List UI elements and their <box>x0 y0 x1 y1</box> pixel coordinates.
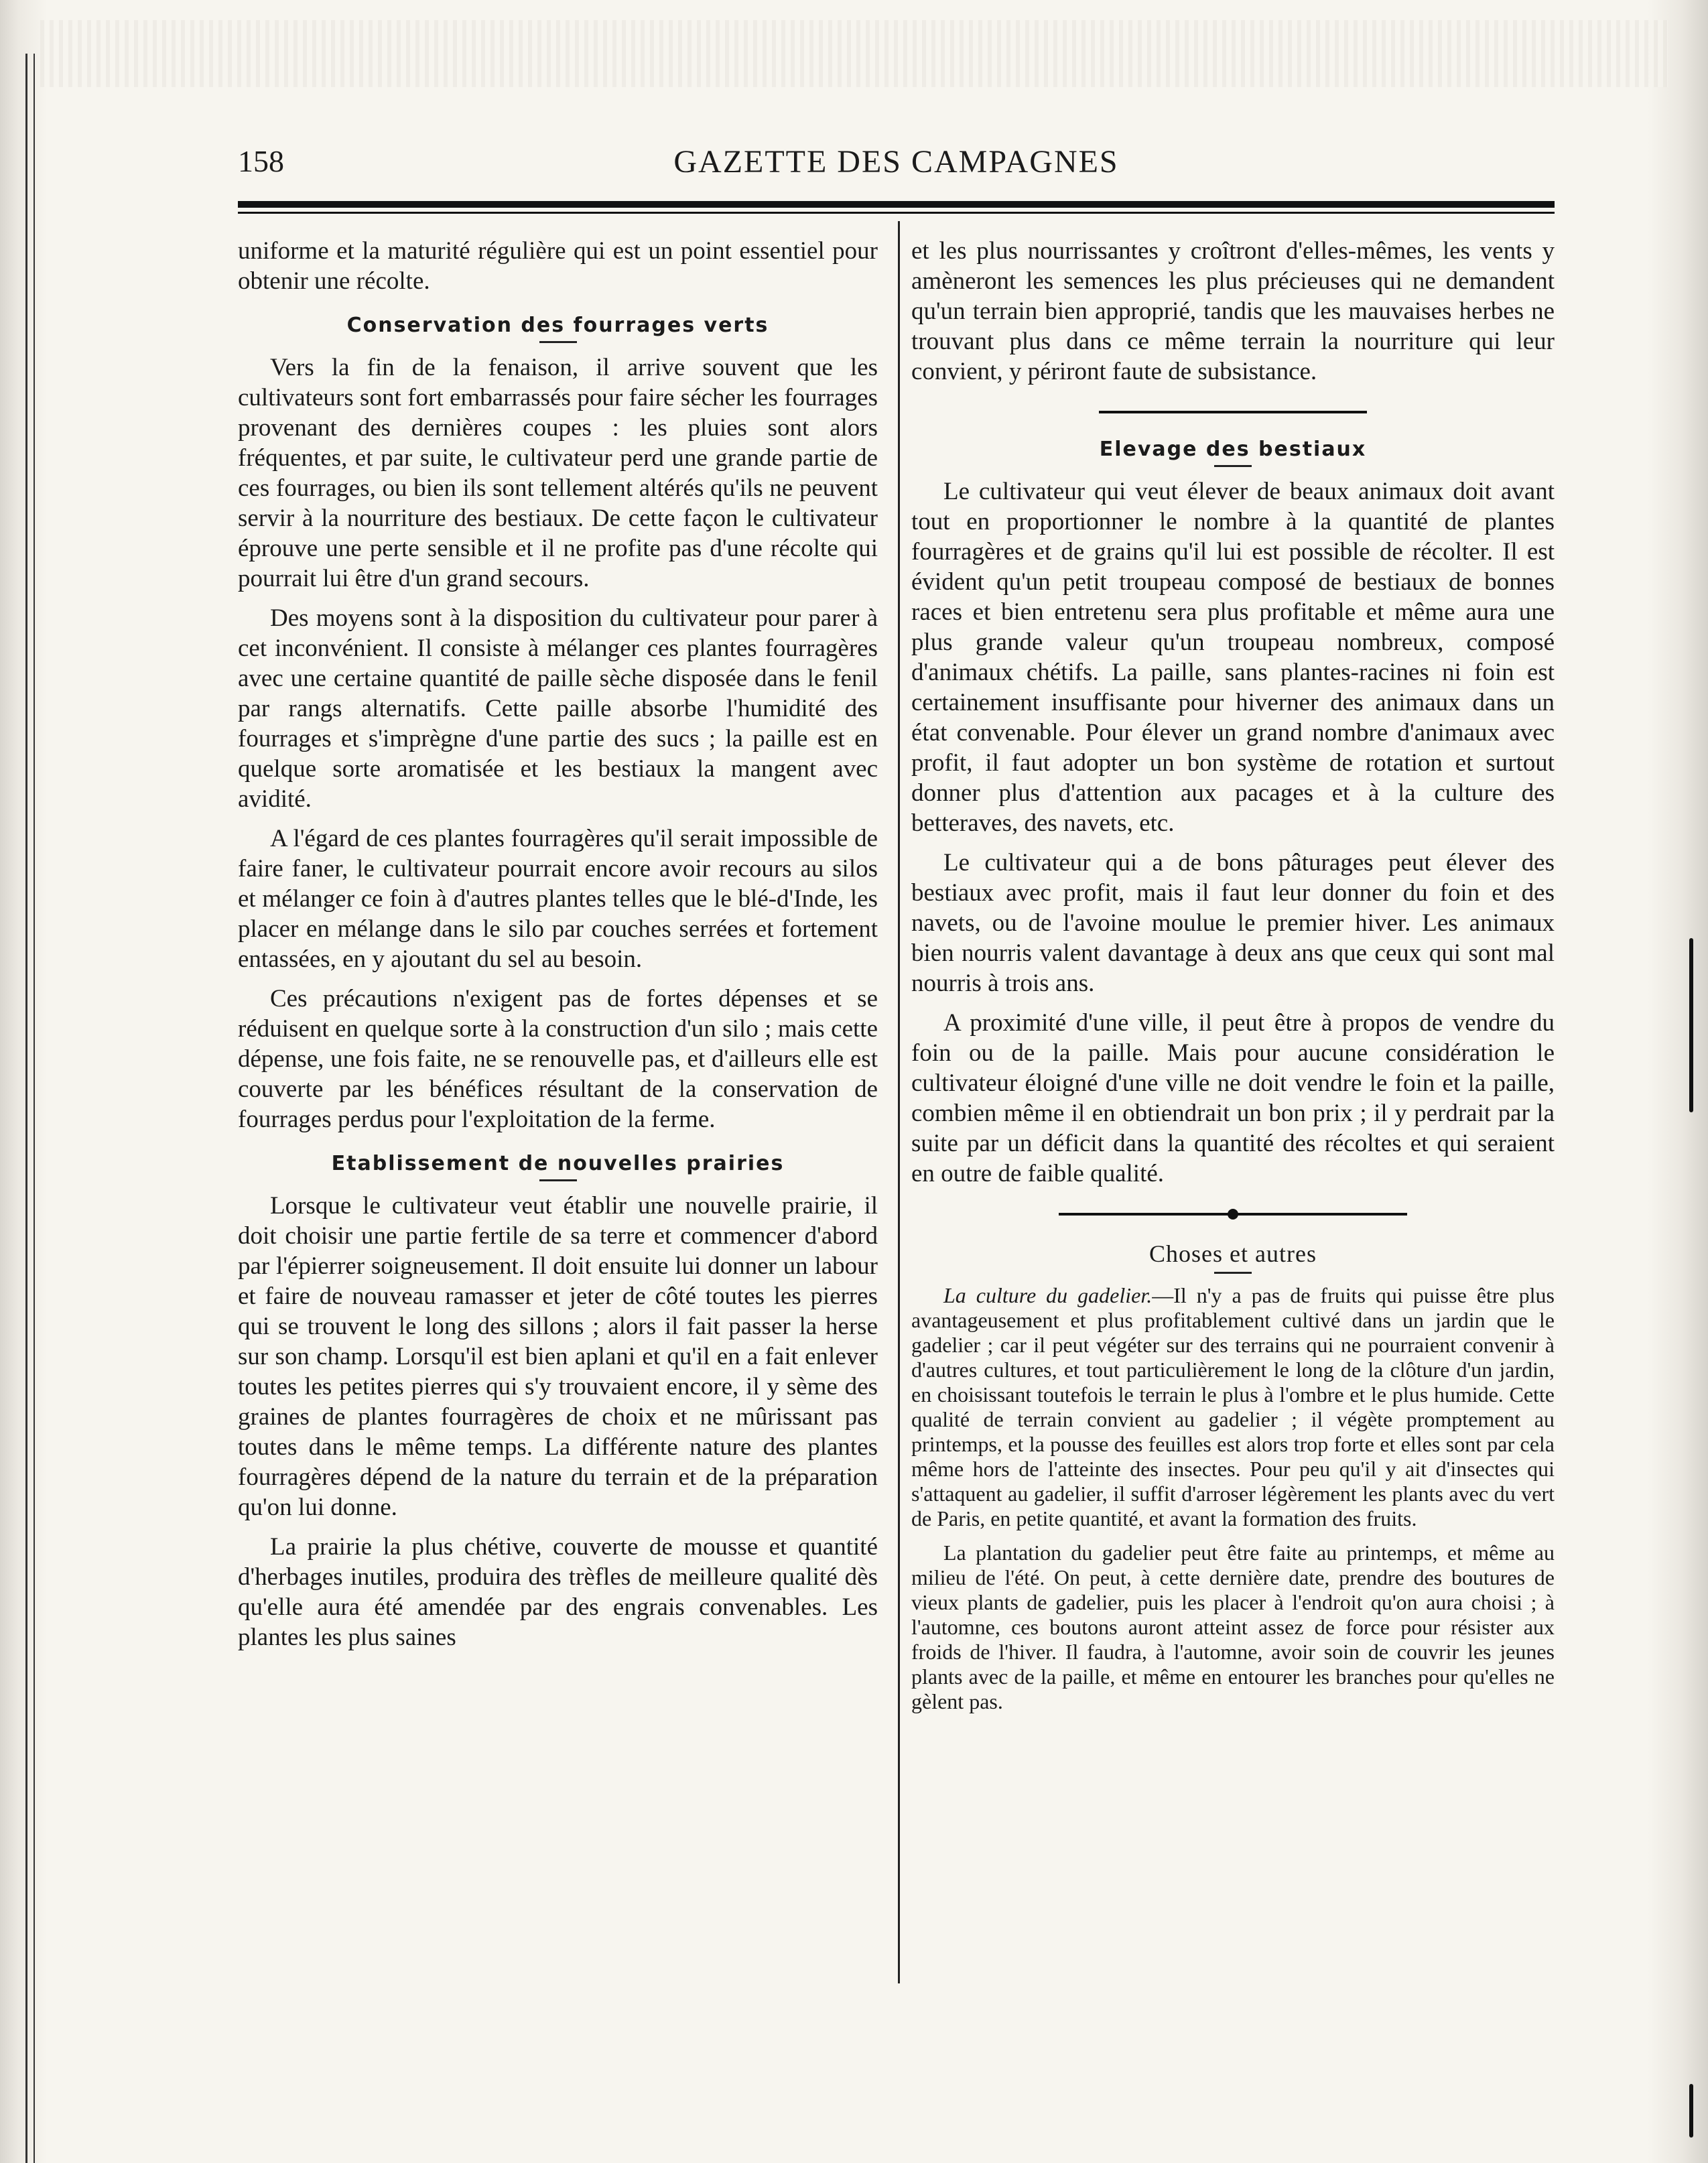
header-rule <box>238 201 1555 208</box>
page-number: 158 <box>238 144 284 178</box>
scan-noise <box>40 20 1668 87</box>
edge-mark <box>1689 938 1693 1112</box>
right-column <box>911 236 1555 1714</box>
column-divider <box>898 221 900 1983</box>
continuation-text: uniforme et la maturité régulière qui est un point essentiel pour obtenir une récolte. <box>238 237 878 295</box>
running-title: GAZETTE DES CAMPAGNES <box>673 144 1119 180</box>
left-column <box>238 236 878 1652</box>
paragraph: Vers la fin de la fenaison, il arrive souvent que les cultivateurs sont fort embarrassés pour faire sécher les fourrages provenant des dernières coupes : les pluies sont alors fréquentes, et par suite, le cultivateur perd une grande partie de ces fourrages, ou bien ils sont tellement altérés qu'ils ne peuvent servir à la nourriture des bestiaux. De cette façon le cultivateur éprouve une perte sensible et il ne profite pas d'une récolte qui pourrait lui être d'un grand secours. <box>238 354 878 592</box>
left-page-edge <box>0 0 47 2163</box>
paragraph: Ces précautions n'exigent pas de fortes dépenses et se réduisent en quelque sorte à la construction d'un silo ; mais cette dépense, une fois faite, ne se renouvelle pas, et d'ailleurs elle est couverte par les bénéfices résultant de la conservation de fourrages perdus pour l'exploitation de la ferme. <box>238 985 878 1133</box>
paragraph <box>911 1283 1555 1531</box>
section-heading: Etablissement de nouvelles prairies <box>331 1152 785 1175</box>
continuation-text: et les plus nourrissantes y croîtront d'elles-mêmes, les vents y amèneront les semences les plus précieuses qui ne demandent qu'un terrain bien approprié, tandis que les mauvaises herbes ne trouvant plus dans ce même terrain la nourriture qui leur convient, y périront faute de subsistance. <box>911 237 1555 385</box>
section-heading: Elevage des bestiaux <box>1099 438 1367 461</box>
section-ornament <box>1059 1206 1407 1222</box>
section-ornament <box>1099 404 1367 420</box>
paragraph: Le cultivateur qui veut élever de beaux animaux doit avant tout en proportionner le nombre à la quantité de plantes fourragères et de grains qu'il lui est possible de récolter. Il est évident qu'un petit troupeau composé de bestiaux de bonnes races et bien entretenu sera plus profitable et même aura une plus grande valeur qu'un troupeau nombreux, composé d'animaux chétifs. La paille, sans plantes-racines ni foin est certainement insuffisante pour hiverner des animaux dans un état convenable. Pour élever un grand nombre d'animaux avec profit, il faut adopter un bon système de rotation et surtout donner plus d'attention aux pacages et à la culture des betteraves, des navets, etc. <box>911 478 1555 837</box>
heading-dash <box>539 1179 577 1181</box>
ornament-dot <box>1228 1209 1238 1220</box>
paragraph-text: —Il n'y a pas de fruits qui puisse être plus avantageusement et plus profitablement cultivé dans un jardin que le gadelier ; car il peut végéter sur des terrains qui ne pourraient convenir à d'autres cultures, et tout particulièrement le long de la clôture d'un jardin, en choisissant toutefois le terrain le plus à l'ombre et le plus humide. Cette qualité de terrain convient au gadelier ; il végète promptement au printemps, et la pousse des feuilles est alors trop forte et elles sont par cela même hors de l'atteinte des insectes. Pour peu qu'il y ait d'insectes qui s'attaquent au gadelier, il suffit d'arroser légèrement les plants avec du vert de Paris, en petite quantité, et avant la formation des fruits. <box>911 1283 1555 1530</box>
heading-dash <box>1214 1272 1252 1274</box>
right-page-edge <box>1648 0 1708 2163</box>
paragraph: Lorsque le cultivateur veut établir une nouvelle prairie, il doit choisir une partie fertile de sa terre et commencer d'abord par l'épierrer soigneusement. Il doit ensuite lui donner un labour et faire de nouveau ramasser et jeter de côté toutes les pierres qui se trouvent le long des sillons ; alors il fait passer la herse sur son champ. Lorsqu'il est bien aplani et qu'il en a fait enlever toutes les petites pierres qui s'y trouvaient encore, il y sème des graines de plantes fourragères de choix et ne mûrissant pas toutes dans le même temps. La différente nature des plantes fourragères dépend de la nature du terrain et de la préparation qu'on lui donne. <box>238 1192 878 1521</box>
run-in-title: La culture du gadelier. <box>943 1283 1153 1307</box>
ornament-line <box>1099 411 1367 413</box>
binding-rule <box>34 54 35 2163</box>
heading-dash <box>539 341 577 343</box>
paragraph: Le cultivateur qui a de bons pâturages peut élever des bestiaux avec profit, mais il faut leur donner du foin et des navets, ou de l'avoine moulue le premier hiver. Les animaux bien nourris valent davantage à deux ans que ceux qui sont mal nourris à trois ans. <box>911 849 1555 997</box>
paragraph: Des moyens sont à la disposition du cultivateur pour parer à cet inconvénient. Il consiste à mélanger ces plantes fourragères avec une certaine quantité de paille sèche disposée dans le fenil par rangs alternatifs. Cette paille absorbe l'humidité des fourrages et s'imprègne d'une partie des sucs ; la paille est en quelque sorte aromatisée et les bestiaux la mangent avec avidité. <box>238 604 878 813</box>
edge-mark <box>1689 2084 1693 2138</box>
small-print-section <box>911 1283 1555 1714</box>
paragraph: A proximité d'une ville, il peut être à propos de vendre du foin ou de la paille. Mais pour aucune considération le cultivateur éloigné d'une ville ne doit vendre le foin et la paille, combien même il en obtiendrait un bon prix ; il y perdrait par la suite par un déficit dans la quantité des récoltes et qui seraient en outre de faible qualité. <box>911 1009 1555 1187</box>
paragraph: La plantation du gadelier peut être faite au printemps, et même au milieu de l'été. On peut, à cette dernière date, prendre des boutures de vieux plants de gadelier, puis les placer à l'endroit qu'on aura choisi ; à l'automne, ces boutons auront atteint assez de force pour résister aux froids de l'hiver. Il faudra, à l'automne, avoir soin de couvrir les jeunes plants avec de la paille, et même en entourer les branches pour qu'elles ne gèlent pas. <box>911 1541 1555 1713</box>
paragraph: La prairie la plus chétive, couverte de mousse et quantité d'herbages inutiles, produira des trèfles de meilleure qualité dès qu'elle aura été amendée par des engrais convenables. Les plantes les plus saines <box>238 1533 878 1651</box>
section-heading: Choses et autres <box>1149 1240 1317 1267</box>
paragraph: A l'égard de ces plantes fourragères qu'il serait impossible de faire faner, le cultivateur pourrait encore avoir recours au silos et mélanger ce foin à d'autres plantes telles que le blé-d'Inde, les placer en mélange dans le silo par couches serrées et fortement entassées, en y ajoutant du sel au besoin. <box>238 825 878 973</box>
section-heading: Conservation des fourrages verts <box>346 314 769 337</box>
binding-rule <box>25 54 27 2163</box>
page-header <box>238 143 1555 184</box>
heading-dash <box>1214 465 1252 467</box>
header-rule <box>238 212 1555 214</box>
